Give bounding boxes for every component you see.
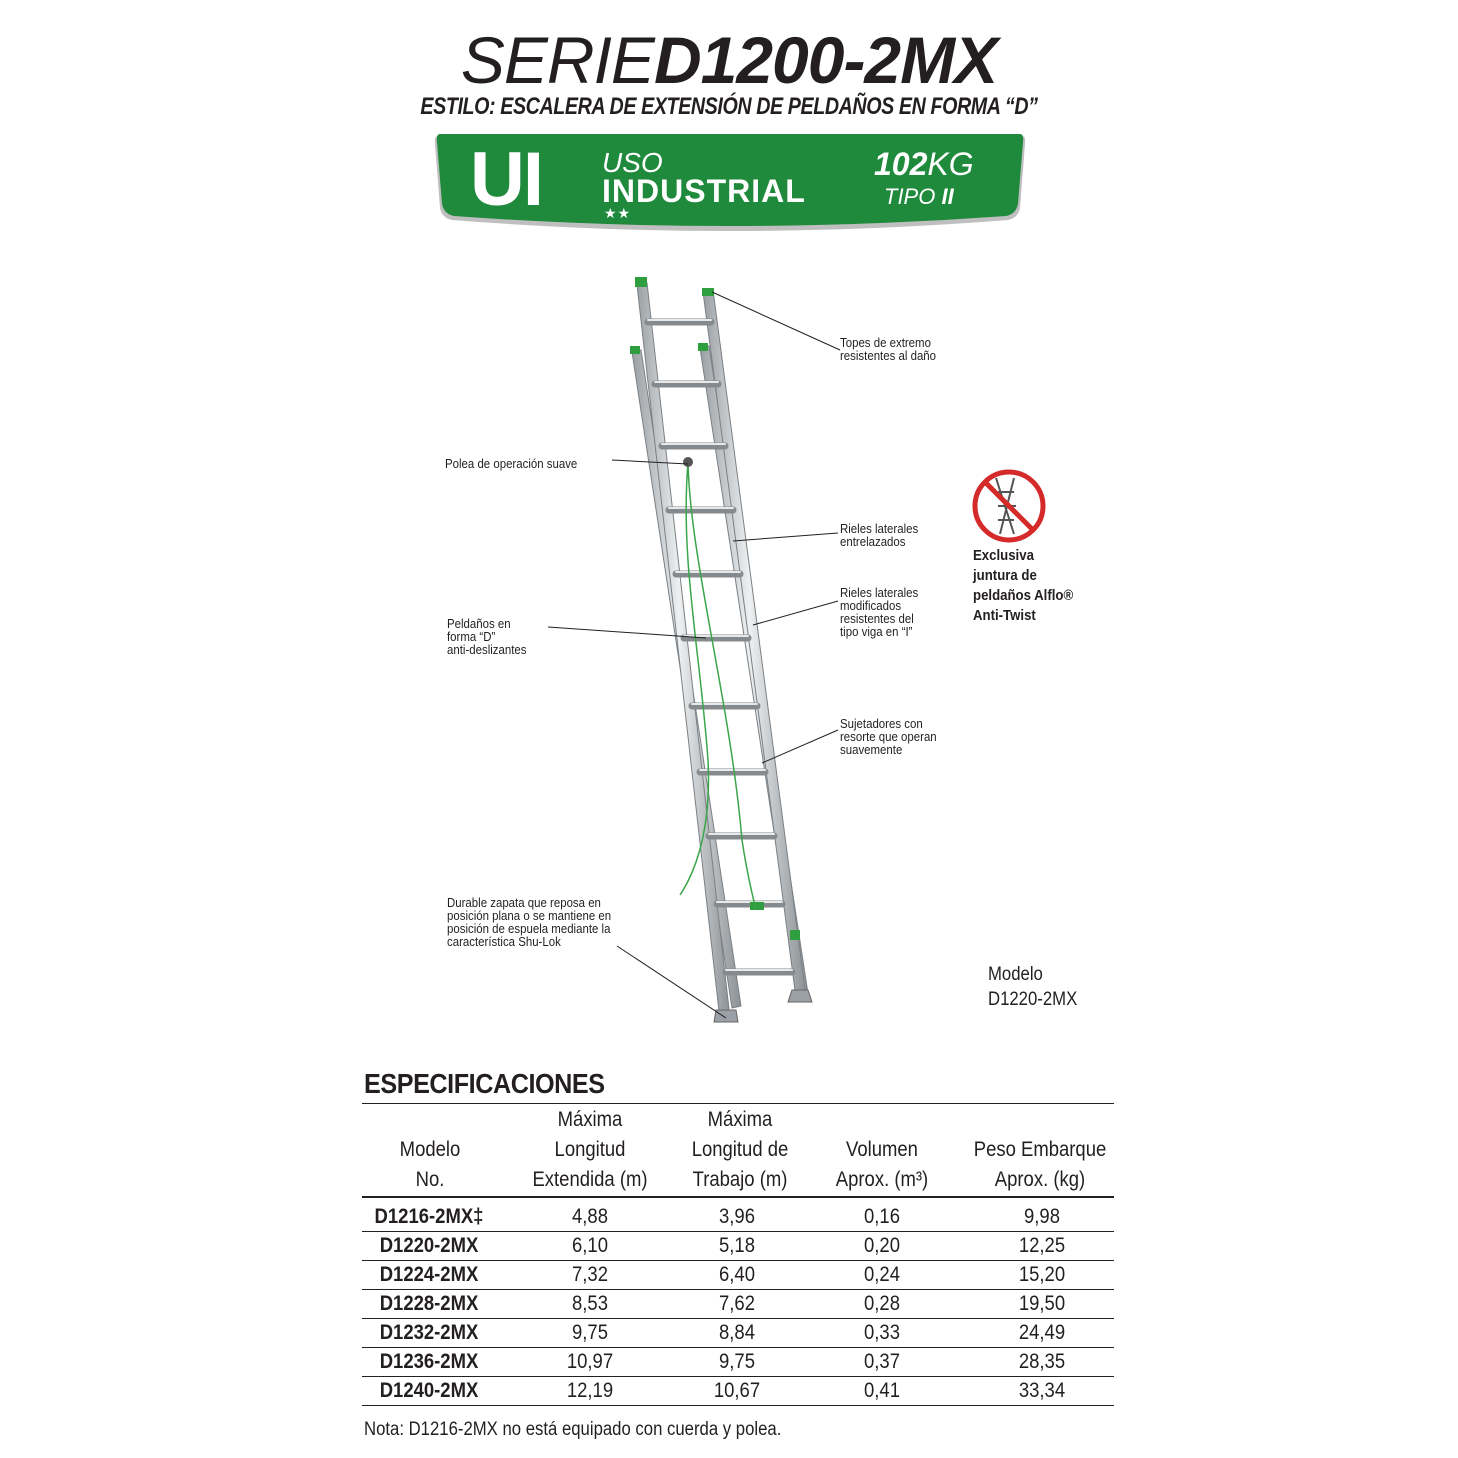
cell-value: 0,16: [864, 1205, 900, 1228]
col-header-longitud-extendida: Máxima Longitud Extendida (m): [532, 1108, 648, 1191]
cell-value: 6,40: [719, 1263, 755, 1286]
callout-rieles-entrelazados: Rieles laterales entrelazados: [840, 521, 919, 549]
cell-model: D1224-2MX: [379, 1263, 479, 1286]
tipo-value: II: [941, 184, 954, 209]
cell-value: 10,97: [566, 1350, 614, 1373]
cell-value: 19,50: [1018, 1292, 1066, 1315]
callout-polea: Polea de operación suave: [445, 456, 578, 471]
cell-value: 0,20: [864, 1234, 900, 1257]
table-row: [362, 1260, 1114, 1290]
cell-value: 9,75: [572, 1321, 608, 1344]
specs-top-rule: [362, 1103, 1114, 1104]
cell-model: D1236-2MX: [379, 1350, 479, 1373]
header-rule: [362, 1196, 1114, 1198]
title-series-code: D1200-2MX: [653, 23, 998, 97]
foot-left: [714, 1010, 738, 1022]
cell-value: 8,84: [719, 1321, 755, 1344]
table-row: [362, 1202, 1114, 1232]
col-header-modelo: Modelo No.: [399, 1138, 461, 1191]
banner-stars: ★★: [604, 205, 632, 221]
cell-value: 0,28: [864, 1292, 900, 1315]
cell-value: 15,20: [1018, 1263, 1066, 1286]
cell-value: 4,88: [572, 1205, 608, 1228]
cell-value: 7,62: [719, 1292, 755, 1315]
table-row: [362, 1318, 1114, 1348]
page-subtitle: ESTILO: ESCALERA DE EXTENSIÓN DE PELDAÑOS EN FORMA “D”: [420, 93, 1038, 120]
callout-peldanos: Peldaños en forma “D” anti-deslizantes: [447, 616, 527, 657]
table-row: [362, 1289, 1114, 1319]
cell-model: D1228-2MX: [379, 1292, 479, 1315]
cell-value: 3,96: [719, 1205, 755, 1228]
anti-twist-label: Exclusiva juntura de peldaños Alflo® Anti-Twist: [973, 547, 1074, 624]
tipo-label: TIPO: [884, 184, 936, 209]
table-row: [362, 1347, 1114, 1377]
cell-value: 6,10: [572, 1234, 608, 1257]
cell-value: 12,25: [1018, 1234, 1066, 1257]
end-cap-left: [635, 277, 647, 287]
table-row: [362, 1231, 1114, 1261]
cell-value: 24,49: [1018, 1321, 1066, 1344]
callout-topes: Topes de extremo resistentes al daño: [840, 335, 937, 363]
cell-value: 28,35: [1018, 1350, 1066, 1373]
banner-industrial: INDUSTRIAL: [602, 173, 806, 209]
col-header-longitud-trabajo: Máxima Longitud de Trabajo (m): [691, 1108, 789, 1191]
cell-value: 0,33: [864, 1321, 900, 1344]
cell-value: 0,24: [864, 1263, 900, 1286]
col-header-peso: Peso Embarque Aprox. (kg): [973, 1138, 1107, 1191]
pulley: [683, 457, 693, 467]
cell-value: 0,37: [864, 1350, 900, 1373]
cell-value: 8,53: [572, 1292, 608, 1315]
callout-sujetadores: Sujetadores con resorte que operan suavemente: [840, 716, 937, 757]
capacity-number: 102: [874, 146, 928, 182]
banner-uso: USO: [602, 147, 663, 178]
cell-value: 12,19: [566, 1379, 614, 1402]
model-caption: Modelo D1220-2MX: [988, 964, 1078, 1010]
table-row: [362, 1376, 1114, 1406]
cell-value: 7,32: [572, 1263, 608, 1286]
cell-value: 5,18: [719, 1234, 755, 1257]
cell-model: D1240-2MX: [379, 1379, 479, 1402]
cell-value: 9,75: [719, 1350, 755, 1373]
cell-value: 0,41: [864, 1379, 900, 1402]
no-twist-icon: [975, 472, 1043, 540]
banner-code: UI: [470, 137, 542, 222]
cell-model: D1232-2MX: [379, 1321, 479, 1344]
cell-model: D1220-2MX: [379, 1234, 479, 1257]
specs-note: Nota: D1216-2MX no está equipado con cuerda y polea.: [364, 1419, 782, 1440]
col-header-volumen: Volumen Aprox. (m³): [835, 1138, 929, 1191]
cell-value: 9,98: [1024, 1205, 1060, 1228]
capacity-unit: KG: [927, 146, 974, 182]
specs-title: ESPECIFICACIONES: [364, 1068, 605, 1099]
callout-rieles-modificados: Rieles laterales modificados resistentes del tipo viga en “I”: [840, 585, 919, 639]
foot-right: [788, 990, 812, 1002]
cell-value: 10,67: [713, 1379, 761, 1402]
callout-zapata: Durable zapata que reposa en posición plana o se mantiene en posición de espuela mediante la característica Shu-Lok: [447, 895, 612, 949]
cell-value: 33,34: [1018, 1379, 1066, 1402]
cell-model: D1216-2MX‡: [374, 1205, 484, 1228]
title-serie: SERIE: [460, 23, 654, 97]
